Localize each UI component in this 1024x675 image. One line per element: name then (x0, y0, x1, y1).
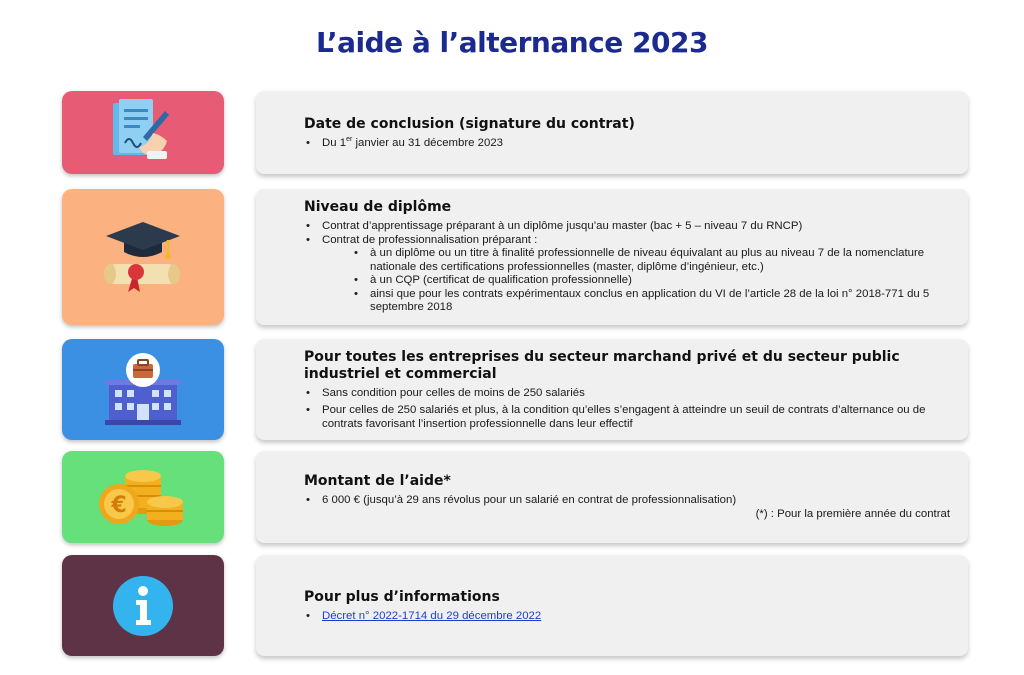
bullet-list (304, 386, 950, 431)
text-card-date (256, 91, 968, 174)
page-title: L’aide à l’alternance 2023 (316, 26, 708, 59)
sub-list-item: • à un CQP (certificat de qualification professionnelle) (352, 274, 950, 288)
sub-bullet-list (352, 247, 950, 315)
bullet-list (304, 136, 950, 150)
list-item-text: Du 1 (322, 136, 347, 149)
office-building-icon (101, 348, 185, 432)
text-card-diplome (256, 189, 968, 325)
graduation-icon (98, 212, 188, 302)
sub-list-item: • ainsi que pour les contrats expérimentaux conclus en application du VI de l’article 28 de la loi n° 2018-771 du 5 septembre 2018 (352, 288, 950, 315)
text-card-montant (256, 451, 968, 543)
list-item-text: janvier au 31 décembre 2023 (352, 136, 504, 149)
bullet-list (304, 493, 950, 507)
list-item-text: Contrat de professionnalisation préparant : (322, 234, 538, 247)
superscript: er (346, 135, 353, 143)
section-title: Pour plus d’informations (304, 588, 500, 605)
list-item (304, 136, 950, 150)
list-item: • Pour celles de 250 salariés et plus, à la condition qu’elles s’engagent à atteindre un seuil de contrats d’alternance ou de contrats favorisant l’insertion professionnelle dans leur effectif (304, 403, 950, 431)
icon-card-infos (62, 555, 224, 656)
list-item: • Sans condition pour celles de moins de 250 salariés (304, 386, 950, 400)
text-card-entreprises (256, 339, 968, 440)
icon-card-date (62, 91, 224, 174)
section-title: Date de conclusion (signature du contrat) (304, 115, 635, 132)
list-item: • Contrat d’apprentissage préparant à un diplôme jusqu’au master (bac + 5 – niveau 7 du RNCP) (304, 219, 950, 233)
list-item (304, 233, 950, 315)
section-title: Montant de l’aide* (304, 473, 451, 489)
icon-card-diplome (62, 189, 224, 325)
bullet-list (304, 609, 950, 623)
section-title: Niveau de diplôme (304, 199, 452, 216)
bullet-list (304, 219, 950, 315)
sub-list-item: • à un diplôme ou un titre à finalité professionnelle de niveau équivalant au plus au niveau 7 de la nomenclature nationale des certifications professionnelles (master, diplôme d’ingénieur, etc.) (352, 247, 950, 274)
contract-signature-icon (103, 97, 183, 169)
footnote: (*) : Pour la première année du contrat (755, 508, 950, 520)
info-icon (111, 574, 175, 638)
svg-text:€: € (111, 493, 127, 518)
icon-card-montant (62, 451, 224, 543)
decret-link[interactable]: Décret n° 2022-1714 du 29 décembre 2022 (322, 609, 542, 622)
icon-card-entreprises (62, 339, 224, 440)
list-item (304, 609, 950, 623)
list-item: • 6 000 € (jusqu’à 29 ans révolus pour un salarié en contrat de professionnalisation) (304, 493, 950, 507)
text-card-infos (256, 555, 968, 656)
section-title: Pour toutes les entreprises du secteur marchand privé et du secteur public industriel et commercial (304, 348, 900, 382)
euro-coins-icon (95, 462, 191, 532)
